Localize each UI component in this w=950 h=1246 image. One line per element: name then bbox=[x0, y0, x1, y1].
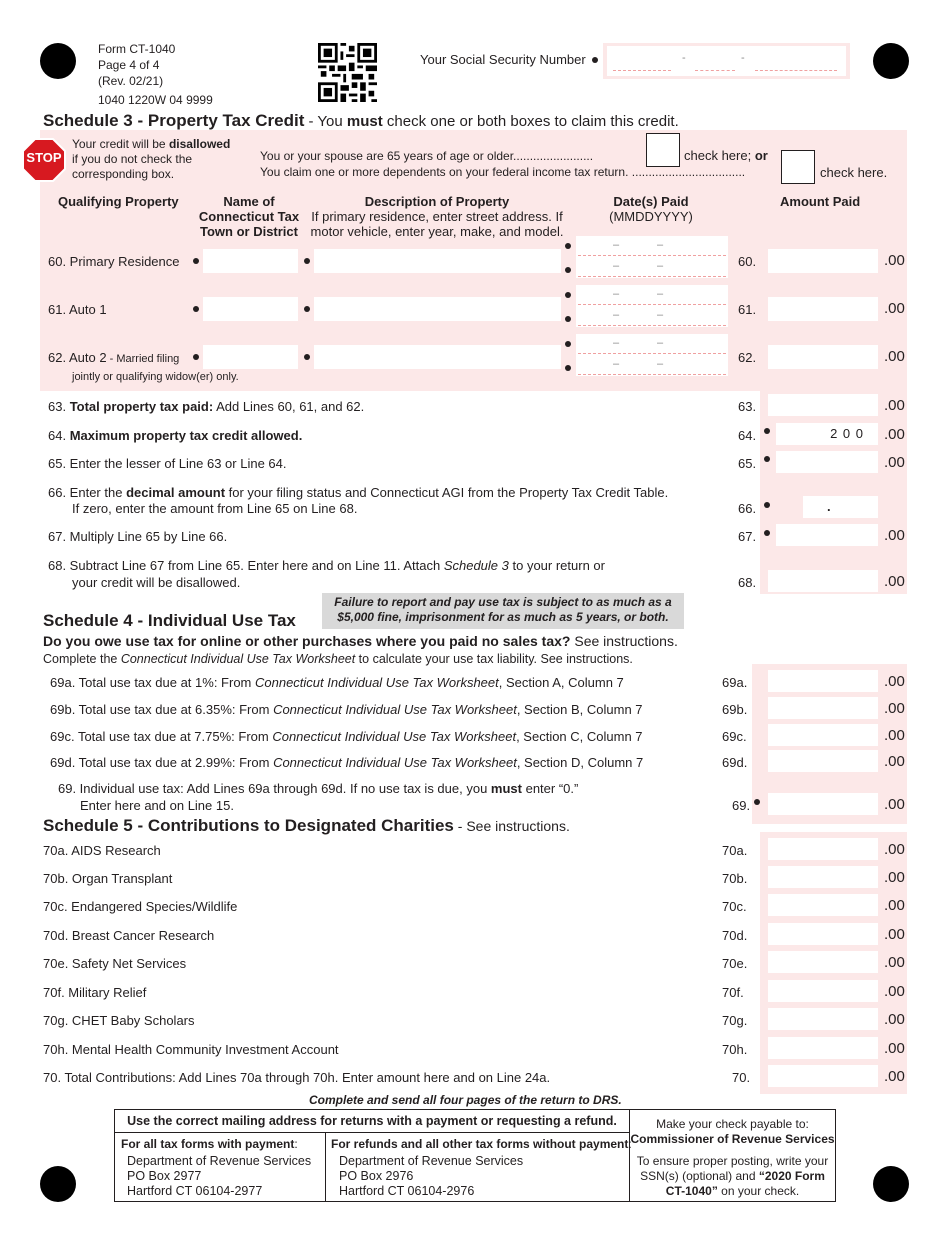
date-sep: – bbox=[613, 288, 620, 300]
line-70e-text: 70e. Safety Net Services bbox=[43, 956, 187, 971]
disallowed-warning bbox=[72, 137, 230, 182]
posting-bold: “2020 Form bbox=[758, 1169, 825, 1183]
line-69b-post: , Section B, Column 7 bbox=[516, 702, 643, 717]
line-70f-amount-input[interactable] bbox=[768, 980, 878, 1002]
line-70-cents: .00 bbox=[884, 1068, 905, 1085]
stop-label: STOP bbox=[26, 150, 62, 165]
bullet-icon bbox=[764, 502, 770, 508]
date-sep: – bbox=[613, 337, 620, 349]
line-66-value: . bbox=[827, 499, 831, 514]
date-sep: – bbox=[613, 260, 620, 272]
bullet-icon bbox=[764, 530, 770, 536]
bullet-icon bbox=[754, 799, 760, 805]
line-70b-cents: .00 bbox=[884, 869, 905, 886]
posting-line-3: on your check. bbox=[717, 1184, 800, 1198]
payment-addr-3: Hartford CT 06104-2977 bbox=[127, 1184, 263, 1198]
warning-line-1: Failure to report and pay use tax is subject to as much as a bbox=[334, 595, 672, 609]
line-70e-num: 70e. bbox=[722, 956, 748, 971]
check-1-after bbox=[684, 148, 768, 163]
line-69a-pre: 69a. Total use tax due at 1%: From bbox=[50, 675, 255, 690]
registration-mark-top-left bbox=[40, 43, 76, 79]
line-68-cents: .00 bbox=[884, 573, 905, 590]
line-70c-amount-input[interactable] bbox=[768, 894, 878, 916]
line-66-bold: decimal amount bbox=[126, 485, 226, 500]
line-69-cents: .00 bbox=[884, 796, 905, 813]
line-62-label bbox=[48, 350, 179, 365]
complete-note: Complete and send all four pages of the return to DRS. bbox=[309, 1093, 622, 1107]
refund-addr-3: Hartford CT 06104-2976 bbox=[339, 1184, 475, 1198]
question-bold: Do you owe use tax for online or other purchases where you paid no sales tax? bbox=[43, 633, 571, 649]
warning-line-2: $5,000 fine, imprisonment for as much as 5 years, or both. bbox=[337, 610, 669, 624]
line-70-num: 70. bbox=[732, 1070, 751, 1085]
line-70f-text: 70f. Military Relief bbox=[43, 985, 147, 1000]
refund-title: For refunds and all other tax forms without payment bbox=[331, 1137, 629, 1151]
line-69c-post: , Section C, Column 7 bbox=[516, 729, 643, 744]
form-header bbox=[98, 41, 213, 108]
line-61-date-input[interactable] bbox=[576, 285, 728, 327]
line-62-num: 62. bbox=[738, 350, 757, 365]
instr-italic: Connecticut Individual Use Tax Worksheet bbox=[120, 652, 356, 666]
mailing-address-box bbox=[114, 1109, 836, 1202]
line-69a-amount-input[interactable] bbox=[768, 670, 878, 692]
line-64-bold: Maximum property tax credit allowed. bbox=[69, 428, 303, 443]
line-69a-text bbox=[50, 675, 624, 690]
line-70g-amount-input[interactable] bbox=[768, 1008, 878, 1030]
warn-bold: disallowed bbox=[168, 137, 231, 151]
line-63-amount-input[interactable] bbox=[768, 394, 878, 416]
line-63-post: Add Lines 60, 61, and 62. bbox=[213, 399, 365, 414]
col-date-1: Date(s) Paid bbox=[613, 194, 689, 209]
line-60-description-input[interactable] bbox=[314, 249, 561, 273]
line-70c-text: 70c. Endangered Species/Wildlife bbox=[43, 899, 238, 914]
registration-mark-bottom-left bbox=[40, 1166, 76, 1202]
registration-mark-bottom-right bbox=[873, 1166, 909, 1202]
amount-column-bg bbox=[760, 391, 907, 594]
bullet-icon bbox=[304, 306, 310, 312]
col-desc-3: motor vehicle, enter year, make, and model. bbox=[310, 224, 564, 239]
line-69b-amount-input[interactable] bbox=[768, 697, 878, 719]
payable-line-2: Commissioner of Revenue Services bbox=[630, 1132, 835, 1146]
line-69-text-2: Enter here and on Line 15. bbox=[80, 798, 234, 813]
bullet-icon bbox=[193, 306, 199, 312]
ssn-input[interactable] bbox=[607, 46, 846, 76]
line-66-post: for your filing status and Connecticut AGI from the Property Tax Credit Table. bbox=[225, 485, 669, 500]
line-70f-cents: .00 bbox=[884, 983, 905, 1000]
col-description bbox=[308, 194, 566, 239]
col-desc-1: Description of Property bbox=[364, 194, 510, 209]
line-69d-num: 69d. bbox=[722, 755, 748, 770]
col-town bbox=[194, 194, 304, 239]
line-63-cents: .00 bbox=[884, 397, 905, 414]
posting-line-1: To ensure proper posting, write your bbox=[636, 1154, 829, 1168]
line-69-bold: must bbox=[490, 781, 522, 796]
check-2-text: You claim one or more dependents on your federal income tax return. .................................. bbox=[260, 165, 746, 179]
line-70c-num: 70c. bbox=[722, 899, 747, 914]
line-65-num: 65. bbox=[738, 456, 757, 471]
line-70a-num: 70a. bbox=[722, 843, 748, 858]
line-62-amount-input[interactable] bbox=[768, 345, 878, 369]
line-70d-cents: .00 bbox=[884, 926, 905, 943]
line-61-description-input[interactable] bbox=[314, 297, 561, 321]
line-62-description-input[interactable] bbox=[314, 345, 561, 369]
line-69c-cents: .00 bbox=[884, 727, 905, 744]
line-61-num: 61. bbox=[738, 302, 757, 317]
warn-text: Your credit will be bbox=[72, 137, 169, 151]
line-69-amount-input[interactable] bbox=[768, 793, 878, 815]
bullet-icon bbox=[764, 456, 770, 462]
line-65-text: 65. Enter the lesser of Line 63 or Line 64. bbox=[48, 456, 287, 471]
line-65-amount-input[interactable] bbox=[776, 451, 878, 473]
date-sep: – bbox=[613, 358, 620, 370]
line-69b-num: 69b. bbox=[722, 702, 748, 717]
form-revision: (Rev. 02/21) bbox=[98, 74, 164, 88]
instr-pre: Complete the bbox=[43, 652, 121, 666]
line-66-num: 66. bbox=[738, 501, 757, 516]
line-66-text-2: If zero, enter the amount from Line 65 on Line 68. bbox=[72, 501, 358, 516]
age-65-checkbox[interactable] bbox=[646, 133, 680, 167]
line-69c-italic: Connecticut Individual Use Tax Worksheet bbox=[272, 729, 517, 744]
question-post: See instructions. bbox=[570, 633, 678, 649]
qr-code-icon bbox=[318, 43, 377, 102]
line-67-amount-input[interactable] bbox=[776, 524, 878, 546]
line-69a-num: 69a. bbox=[722, 675, 748, 690]
line-62-town-input[interactable] bbox=[203, 345, 298, 369]
ssn-bullet-icon bbox=[592, 57, 598, 63]
line-70a-cents: .00 bbox=[884, 841, 905, 858]
date-sep: – bbox=[657, 260, 664, 272]
line-62-cents: .00 bbox=[884, 348, 905, 365]
col-desc-2: If primary residence, enter street address. If bbox=[311, 209, 563, 224]
line-69a-cents: .00 bbox=[884, 673, 905, 690]
line-69d-pre: 69d. Total use tax due at 2.99%: From bbox=[50, 755, 274, 770]
line-60-cents: .00 bbox=[884, 252, 905, 269]
line-67-cents: .00 bbox=[884, 527, 905, 544]
check-2-after: check here. bbox=[820, 165, 888, 180]
ssn-separator: - bbox=[741, 52, 745, 64]
date-sep: – bbox=[613, 239, 620, 251]
line-70h-text: 70h. Mental Health Community Investment Account bbox=[43, 1042, 339, 1057]
schedule-5-subtitle: - See instructions. bbox=[453, 818, 570, 834]
line-69a-post: , Section A, Column 7 bbox=[498, 675, 624, 690]
date-sep: – bbox=[657, 288, 664, 300]
line-70a-amount-input[interactable] bbox=[768, 838, 878, 860]
bullet-icon bbox=[565, 365, 571, 371]
bullet-icon bbox=[565, 292, 571, 298]
line-69-num: 69. bbox=[732, 798, 751, 813]
line-70b-amount-input[interactable] bbox=[768, 866, 878, 888]
page-number: Page 4 of 4 bbox=[98, 58, 160, 72]
bullet-icon bbox=[304, 354, 310, 360]
line-68-amount-input[interactable] bbox=[768, 570, 878, 592]
line-64-pre: 64. bbox=[48, 428, 70, 443]
line-63-text bbox=[48, 399, 364, 414]
posting-line-2: SSN(s) (optional) and bbox=[640, 1169, 759, 1183]
line-69b-pre: 69b. Total use tax due at 6.35%: From bbox=[50, 702, 274, 717]
refund-addr-1: Department of Revenue Services bbox=[339, 1154, 524, 1168]
or-label: or bbox=[751, 148, 768, 163]
line-69a-italic: Connecticut Individual Use Tax Worksheet bbox=[255, 675, 499, 690]
warn-line-3: corresponding box. bbox=[72, 167, 175, 181]
check-here-label: check here; bbox=[684, 148, 752, 163]
bullet-icon bbox=[565, 267, 571, 273]
instr-post: to calculate your use tax liability. See instructions. bbox=[355, 652, 633, 666]
line-70-text: 70. Total Contributions: Add Lines 70a through 70h. Enter amount here and on Line 24a. bbox=[43, 1070, 551, 1085]
divider bbox=[325, 1132, 326, 1201]
line-69d-cents: .00 bbox=[884, 753, 905, 770]
line-64-text bbox=[48, 428, 302, 443]
line-68-post: to your return or bbox=[508, 558, 605, 573]
line-62-date-input[interactable] bbox=[576, 334, 728, 376]
line-60-town-input[interactable] bbox=[203, 249, 298, 273]
bullet-icon bbox=[193, 258, 199, 264]
line-70g-cents: .00 bbox=[884, 1011, 905, 1028]
date-sep: – bbox=[613, 309, 620, 321]
line-63-num: 63. bbox=[738, 399, 757, 414]
line-70e-cents: .00 bbox=[884, 954, 905, 971]
line-69b-italic: Connecticut Individual Use Tax Worksheet bbox=[273, 702, 517, 717]
line-70f-num: 70f. bbox=[722, 985, 744, 1000]
col-town-1: Name of bbox=[223, 194, 275, 209]
payable-info bbox=[630, 1117, 835, 1199]
line-64-cents: .00 bbox=[884, 426, 905, 443]
line-68-pre: 68. Subtract Line 67 from Line 65. Enter here and on Line 11. Attach bbox=[48, 558, 444, 573]
posting-bold-2: CT-1040” bbox=[665, 1184, 718, 1198]
line-63-pre: 63. bbox=[48, 399, 70, 414]
line-70h-amount-input[interactable] bbox=[768, 1037, 878, 1059]
col-town-2: Connecticut Tax bbox=[198, 209, 300, 224]
col-date bbox=[596, 194, 706, 224]
dependents-checkbox[interactable] bbox=[781, 150, 815, 184]
use-tax-warning bbox=[322, 593, 684, 629]
line-61-town-input[interactable] bbox=[203, 297, 298, 321]
use-tax-question bbox=[43, 633, 678, 649]
line-61-cents: .00 bbox=[884, 300, 905, 317]
line-70g-num: 70g. bbox=[722, 1013, 748, 1028]
line-70d-amount-input[interactable] bbox=[768, 923, 878, 945]
bullet-icon bbox=[565, 243, 571, 249]
line-66-text bbox=[48, 485, 668, 500]
schedule-3-subtitle: - You bbox=[304, 113, 347, 130]
line-69b-cents: .00 bbox=[884, 700, 905, 717]
line-64-amount-input[interactable] bbox=[776, 423, 878, 445]
schedule-3-subtitle-bold: must bbox=[346, 113, 383, 130]
line-60-amount-input[interactable] bbox=[768, 249, 878, 273]
line-67-text: 67. Multiply Line 65 by Line 66. bbox=[48, 529, 228, 544]
schedule-5-title: Schedule 5 - Contributions to Designated Charities bbox=[43, 816, 454, 835]
bullet-icon bbox=[304, 258, 310, 264]
bullet-icon bbox=[764, 428, 770, 434]
line-66-pre: 66. Enter the bbox=[48, 485, 127, 500]
schedule-5-title-row bbox=[43, 816, 570, 836]
bullet-icon bbox=[193, 354, 199, 360]
mail-header: Use the correct mailing address for returns with a payment or requesting a refund. bbox=[115, 1110, 630, 1133]
line-69d-post: , Section D, Column 7 bbox=[516, 755, 644, 770]
line-62-text: 62. Auto 2 bbox=[48, 350, 107, 365]
line-69c-text bbox=[50, 729, 643, 744]
col-date-2: (MMDDYYYY) bbox=[609, 209, 693, 224]
col-town-3: Town or District bbox=[200, 224, 298, 239]
line-61-label: 61. Auto 1 bbox=[48, 302, 107, 317]
col-amount: Amount Paid bbox=[780, 194, 861, 209]
line-60-label: 60. Primary Residence bbox=[48, 254, 180, 269]
line-70a-text: 70a. AIDS Research bbox=[43, 843, 161, 858]
line-69b-text bbox=[50, 702, 643, 717]
line-69-text bbox=[58, 781, 578, 796]
form-code: 1040 1220W 04 9999 bbox=[98, 93, 213, 107]
check-1-text: You or your spouse are 65 years of age or older........................ bbox=[260, 149, 594, 163]
line-68-text-2: your credit will be disallowed. bbox=[72, 575, 241, 590]
line-60-date-input[interactable] bbox=[576, 236, 728, 278]
payment-title: For all tax forms with payment bbox=[121, 1137, 295, 1151]
line-70d-num: 70d. bbox=[722, 928, 748, 943]
ssn-separator: - bbox=[682, 52, 686, 64]
refund-addr-2: PO Box 2976 bbox=[339, 1169, 414, 1183]
line-69-post: enter “0.” bbox=[521, 781, 579, 796]
warn-line-2: if you do not check the bbox=[72, 152, 193, 166]
line-70g-text: 70g. CHET Baby Scholars bbox=[43, 1013, 195, 1028]
line-69c-pre: 69c. Total use tax due at 7.75%: From bbox=[50, 729, 273, 744]
line-70e-amount-input[interactable] bbox=[768, 951, 878, 973]
schedule-4-title: Schedule 4 - Individual Use Tax bbox=[43, 611, 296, 630]
line-61-amount-input[interactable] bbox=[768, 297, 878, 321]
line-69c-num: 69c. bbox=[722, 729, 747, 744]
line-64-num: 64. bbox=[738, 428, 757, 443]
line-62-sub: - Married filing bbox=[106, 353, 180, 365]
line-70d-text: 70d. Breast Cancer Research bbox=[43, 928, 215, 943]
payment-addr-1: Department of Revenue Services bbox=[127, 1154, 312, 1168]
line-67-num: 67. bbox=[738, 529, 757, 544]
line-69d-text bbox=[50, 755, 643, 770]
line-69d-italic: Connecticut Individual Use Tax Worksheet bbox=[273, 755, 517, 770]
refund-address: For refunds and all other tax forms without payment: Department of Revenue Services PO Box 2976 Hartford CT 06104-2976 bbox=[331, 1137, 632, 1198]
form-id: Form CT-1040 bbox=[98, 42, 176, 56]
line-64-value: 2 0 0 bbox=[830, 426, 864, 441]
schedule-3-subtitle-end: check one or both boxes to claim this credit. bbox=[382, 113, 679, 130]
line-60-num: 60. bbox=[738, 254, 757, 269]
schedule-3-title-row bbox=[43, 111, 679, 131]
line-70b-num: 70b. bbox=[722, 871, 748, 886]
line-62-note: jointly or qualifying widow(er) only. bbox=[72, 371, 239, 383]
line-70h-cents: .00 bbox=[884, 1040, 905, 1057]
line-68-text bbox=[48, 558, 605, 573]
line-69d-amount-input[interactable] bbox=[768, 750, 878, 772]
payment-addr-2: PO Box 2977 bbox=[127, 1169, 202, 1183]
line-70c-cents: .00 bbox=[884, 897, 905, 914]
date-sep: – bbox=[657, 358, 664, 370]
payable-line-1: Make your check payable to: bbox=[656, 1117, 809, 1131]
line-66-decimal-input[interactable] bbox=[803, 496, 878, 518]
line-70h-num: 70h. bbox=[722, 1042, 748, 1057]
line-63-bold: Total property tax paid: bbox=[69, 399, 214, 414]
ssn-label: Your Social Security Number bbox=[420, 52, 586, 67]
line-69-pre: 69. Individual use tax: Add Lines 69a through 69d. If no use tax is due, you bbox=[58, 781, 491, 796]
date-sep: – bbox=[657, 309, 664, 321]
bullet-icon bbox=[565, 341, 571, 347]
bullet-icon bbox=[565, 316, 571, 322]
line-68-italic: Schedule 3 bbox=[443, 558, 509, 573]
date-sep: – bbox=[657, 337, 664, 349]
line-65-cents: .00 bbox=[884, 454, 905, 471]
use-tax-instructions bbox=[43, 652, 633, 666]
line-70-amount-input[interactable] bbox=[768, 1065, 878, 1087]
line-68-num: 68. bbox=[738, 575, 757, 590]
date-sep: – bbox=[657, 239, 664, 251]
payment-address: For all tax forms with payment: Department of Revenue Services PO Box 2977 Hartford CT 06104-2977 bbox=[121, 1137, 312, 1198]
registration-mark-top-right bbox=[873, 43, 909, 79]
line-69c-amount-input[interactable] bbox=[768, 724, 878, 746]
schedule-3-title: Schedule 3 - Property Tax Credit bbox=[43, 111, 305, 130]
line-70b-text: 70b. Organ Transplant bbox=[43, 871, 173, 886]
col-qualifying-property: Qualifying Property bbox=[58, 194, 179, 209]
